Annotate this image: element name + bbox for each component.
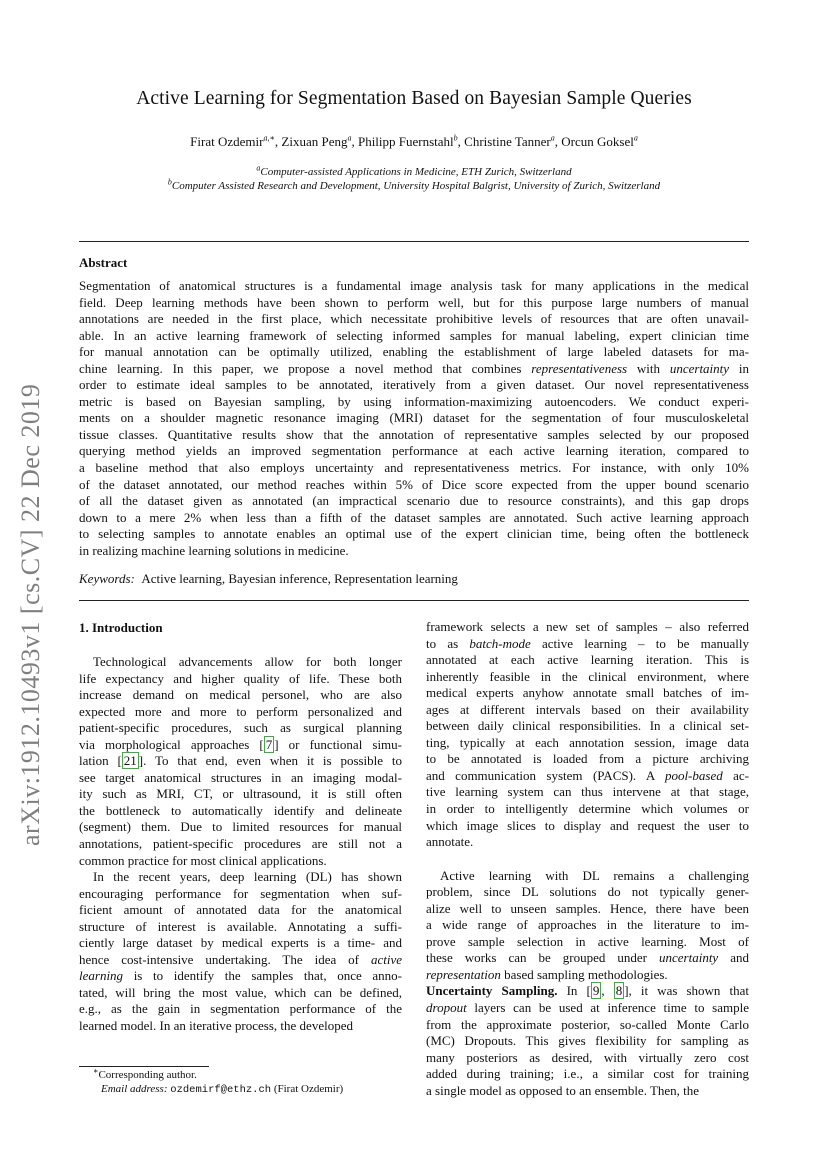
text-line: ficient amount of annotated data for the anatomical	[79, 902, 402, 918]
left-column	[79, 654, 402, 1035]
text-line: problem, since DL solutions do not typically gener-	[426, 884, 749, 900]
text-line: to selecting samples to annotate enables an optimal use of the expert clinician time, being often the bottleneck	[79, 526, 749, 542]
affiliation-b: $^b$Computer Assisted Research and Development, University Hospital Balgrist, University of Zurich, Switzerland	[167, 177, 661, 192]
keywords-label: Keywords:	[79, 571, 135, 586]
text-line: In the recent years, deep learning (DL) has shown	[93, 869, 402, 885]
text-line: and communication system (PACS). A pool-based ac-	[426, 767, 749, 783]
text-line: tissue classes. Quantitative results show that the annotation of representative samples selected by our proposed	[79, 426, 749, 442]
text-line: via morphological approaches [ 7 ] or functional simu-	[79, 736, 402, 752]
text-line: hence cost-intensive undertaking. The idea of active	[79, 951, 402, 967]
section-title: 1. Introduction	[79, 620, 163, 635]
text-line: e.g., as the gain in segmentation performance of the	[79, 1001, 402, 1017]
text-line: many posteriors as desired, with virtually zero cost	[426, 1049, 749, 1065]
text-line: able. In an active learning framework of selecting informed samples for manual labeling, expert clinician time	[79, 327, 749, 343]
text-line: patient-specific procedures, such as surgical planning	[79, 720, 402, 736]
text-line: order to estimate ideal samples to be annotated, iteratively from a given dataset. Our novel representativeness	[79, 377, 749, 393]
text-line: down to a mere 2% when less than a fifth of the dataset samples are annotated. Such active learning approach	[79, 509, 749, 525]
author-name: Firat Ozdemir	[190, 134, 264, 149]
text-line: (MC) Dropouts. This gives flexibility for sampling as	[426, 1033, 749, 1049]
author-name: Philipp Fuernstahl	[357, 134, 454, 149]
keywords	[79, 571, 458, 587]
text-line: these works can be grouped under uncertainty and	[426, 950, 749, 966]
footnote-email: Email address: ozdemirf@ethz.ch (Firat Ozdemir)	[101, 1083, 344, 1096]
author-name: Orcun Goksel	[561, 134, 634, 149]
text-line: medical experts anyhow annotate small batches of im-	[426, 685, 749, 701]
text-line: alize well to unseen samples. Hence, there have been	[426, 900, 749, 916]
text-line: inherently feasible in the clinical environment, where	[426, 668, 749, 684]
keywords-text: Active learning, Bayesian inference, Representation learning	[141, 571, 458, 586]
text-line: a baseline method that also employs uncertainty and representativeness metrics. For instance, with only 10%	[79, 460, 749, 476]
text-line: metric is based on Bayesian sampling, by using information-maximizing autoencoders. We conduct experi-	[79, 393, 749, 409]
text-line: annotations, patient-specific procedures are still not a	[79, 836, 402, 852]
text-line: ciently large dataset by medical experts is a time- and	[79, 935, 402, 951]
text-line: common practice for most clinical applications.	[79, 852, 327, 868]
text-line: Active learning with DL remains a challenging	[440, 867, 749, 883]
text-line: Technological advancements allow for both longer	[93, 654, 402, 669]
paper-title: Active Learning for Segmentation Based on Bayesian Sample Queries	[136, 88, 692, 109]
text-line: field. Deep learning methods have been shown to perform well, but for this purpose large numbers of manual	[79, 294, 749, 310]
text-line: life expectancy and higher quality of life. These both	[79, 670, 402, 686]
text-line: prove sample selection in active learning. Most of	[426, 933, 749, 949]
text-line: of the dataset annotated, our method reaches within 5% of Dice score expected from the upper bound scenario	[79, 476, 749, 492]
text-line: dropout layers can be used at inference time to sample	[426, 1000, 749, 1016]
text-line: to as batch-mode active learning – to be manually	[426, 635, 749, 651]
text-line: learning is to identify the samples that, once anno-	[79, 968, 402, 984]
text-line: from the approximate posterior, so-called Monte Carlo	[426, 1016, 749, 1032]
text-line: in order to intelligently determine which volumes or	[426, 801, 749, 817]
text-line: a wide range of approaches in the literature to im-	[426, 917, 749, 933]
author-name: Zixuan Peng	[281, 134, 348, 149]
text-line: annotations are needed in the first place, which necessitate prohibitive levels of resources that are often unavail-	[79, 311, 749, 327]
abstract-body	[79, 278, 749, 559]
text-line: ments on a shoulder magnetic resonance imaging (MRI) dataset for the segmentation of four musculoskeletal	[79, 410, 749, 426]
text-line: expected more and more to perform personalized and	[79, 703, 402, 719]
text-line: the bottleneck to automatically identify and delineate	[79, 802, 402, 818]
footnote-rule	[79, 1066, 209, 1067]
text-line: annotate.	[426, 834, 474, 850]
email-link[interactable]: ozdemirf@ethz.ch	[170, 1084, 272, 1096]
text-line: tive learning system can thus intervene at that stage,	[426, 784, 749, 800]
text-line: in realizing machine learning solutions in medicine.	[79, 542, 349, 558]
text-line: structure of interest is available. Annotating a suffi-	[79, 918, 402, 934]
right-column	[426, 619, 749, 1099]
text-line: tated, will bring the most value, which can be defined,	[79, 984, 402, 1000]
text-line: ting, typically at each annotation session, image data	[426, 734, 749, 750]
text-line: increase demand on medical personel, who are also	[79, 687, 402, 703]
affiliation-a: $^a$Computer-assisted Applications in Medicine, ETH Zurich, Switzerland	[256, 163, 572, 178]
abstract-heading: Abstract	[79, 255, 128, 270]
text-line: to be annotated is loaded from a picture archiving	[426, 751, 749, 767]
text-line: which image slices to display and request the user to	[426, 817, 749, 833]
text-line: a single model as opposed to an ensemble. Then, the	[426, 1082, 700, 1098]
text-line: ity such as MRI, CT, or ultrasound, it is still often	[79, 786, 402, 802]
text-line: (segment) them. Due to limited resources for manual	[79, 819, 402, 835]
text-line: learned model. In an iterative process, the developed	[79, 1018, 353, 1034]
text-line: annotated at each active learning iteration. This is	[426, 652, 749, 668]
text-line: see target anatomical structures in an imaging modal-	[79, 769, 402, 785]
text-line: between daily clinical responsibilities. In a clinical set-	[426, 718, 749, 734]
abstract-bottom-rule	[79, 600, 749, 601]
text-line: chine learning. In this paper, we propose a novel method that combines representativeness with uncertainty in	[79, 360, 749, 376]
text-line: framework selects a new set of samples – also referred	[426, 619, 749, 634]
text-line: added during training; i.e., a similar cost for training	[426, 1066, 749, 1082]
text-line: Segmentation of anatomical structures is a fundamental image analysis task for many applications in the medical	[79, 278, 749, 293]
arxiv-stamp: arXiv:1912.10493v1 [cs.CV] 22 Dec 2019	[16, 383, 45, 846]
text-line: for manual annotation can be optimally utilized, enabling the establishment of large labeled datasets for ma-	[79, 344, 749, 360]
text-line: ages at different intervals based on their availability	[426, 701, 749, 717]
text-line: of all the dataset given as annotated (an impractical scenario due to resource constraints), and this gap drops	[79, 493, 749, 509]
text-line: encouraging performance for segmentation when suf-	[79, 885, 402, 901]
author-name: Christine Tanner	[464, 134, 551, 149]
text-line: lation [ 21 ]. To that end, even when it is possible to	[79, 753, 402, 769]
author-list: Firat Ozdemir$^{a,∗}$, Zixuan Peng$^a$, Philipp Fuernstahl$^b$, Christine Tanner$^a$, Orcun Goksel$^a$	[190, 133, 638, 149]
text-line: Uncertainty Sampling. In [ 9 , 8 ], it was shown that	[426, 983, 750, 999]
text-line: querying method yields an improved segmentation performance at each active learning iteration, compared to	[79, 443, 749, 459]
top-rule	[79, 241, 749, 242]
text-line: representation based sampling methodologies.	[426, 966, 668, 982]
footnote-corresponding: ∗Corresponding author.	[93, 1066, 197, 1081]
